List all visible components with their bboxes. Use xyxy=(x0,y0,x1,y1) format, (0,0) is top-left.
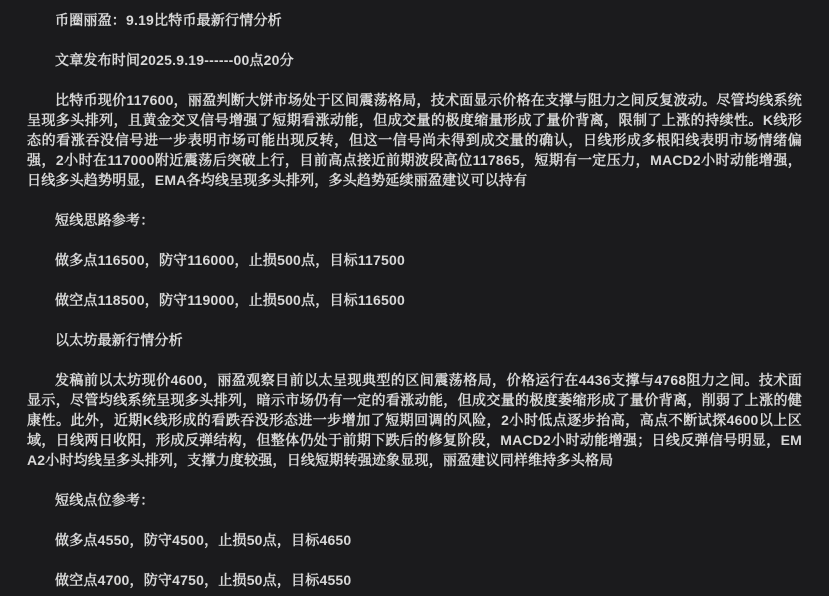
eth-section-heading: 以太坊最新行情分析 xyxy=(55,332,183,348)
btc-long-setup: 做多点116500，防守116000，止损500点，目标117500 xyxy=(55,252,405,268)
btc-shortline-heading: 短线思路参考： xyxy=(55,212,155,228)
eth-analysis-paragraph: 发稿前以太坊现价4600，丽盈观察目前以太呈现典型的区间震荡格局，价格运行在4436支撑与4768阻力之间。技术面显示，尽管均线系统呈现多头排列，暗示市场仍有一定的看涨动能，但成交量的极度萎缩形成了量价背离，削弱了上涨的健康性。此外，近期K线形成的看跌吞没形态进一步增加了短期回调的风险，2小时低点逐步抬高，高点不断试探4600以上区域，日线两日收阳，形成反弹结构，但整体仍处于前期下跌后的修复阶段，MACD2小时动能增强；日线反弹信号明显，EMA2小时均线呈多头排列，支撑力度较强，日线短期转强迹象显现，丽盈建议同样维持多头格局 xyxy=(27,372,802,468)
btc-analysis-paragraph: 比特币现价117600，丽盈判断大饼市场处于区间震荡格局，技术面显示价格在支撑与阻力之间反复波动。尽管均线系统呈现多头排列，且黄金交叉信号增强了短期看涨动能，但成交量的极度缩量形成了量价背离，限制了上涨的持续性。K线形态的看涨吞没信号进一步表明市场可能出现反转，但这一信号尚未得到成交量的确认，日线形成多根阳线表明市场情绪偏强，2小时在117000附近震荡后突破上行，目前高点接近前期波段高位117865，短期有一定压力，MACD2小时动能增强，日线多头趋势明显，EMA各均线呈现多头排列，多头趋势延续丽盈建议可以持有 xyxy=(27,92,802,188)
article-title: 币圈丽盈：9.19比特币最新行情分析 xyxy=(55,12,282,28)
publish-time: 文章发布时间2025.9.19------00点20分 xyxy=(55,52,294,68)
eth-long-setup: 做多点4550，防守4500，止损50点，目标4650 xyxy=(55,532,352,548)
eth-short-setup: 做空点4700，防守4750，止损50点，目标4550 xyxy=(55,572,352,588)
btc-short-setup: 做空点118500，防守119000，止损500点，目标116500 xyxy=(55,292,405,308)
eth-pointline-heading: 短线点位参考： xyxy=(55,492,155,508)
